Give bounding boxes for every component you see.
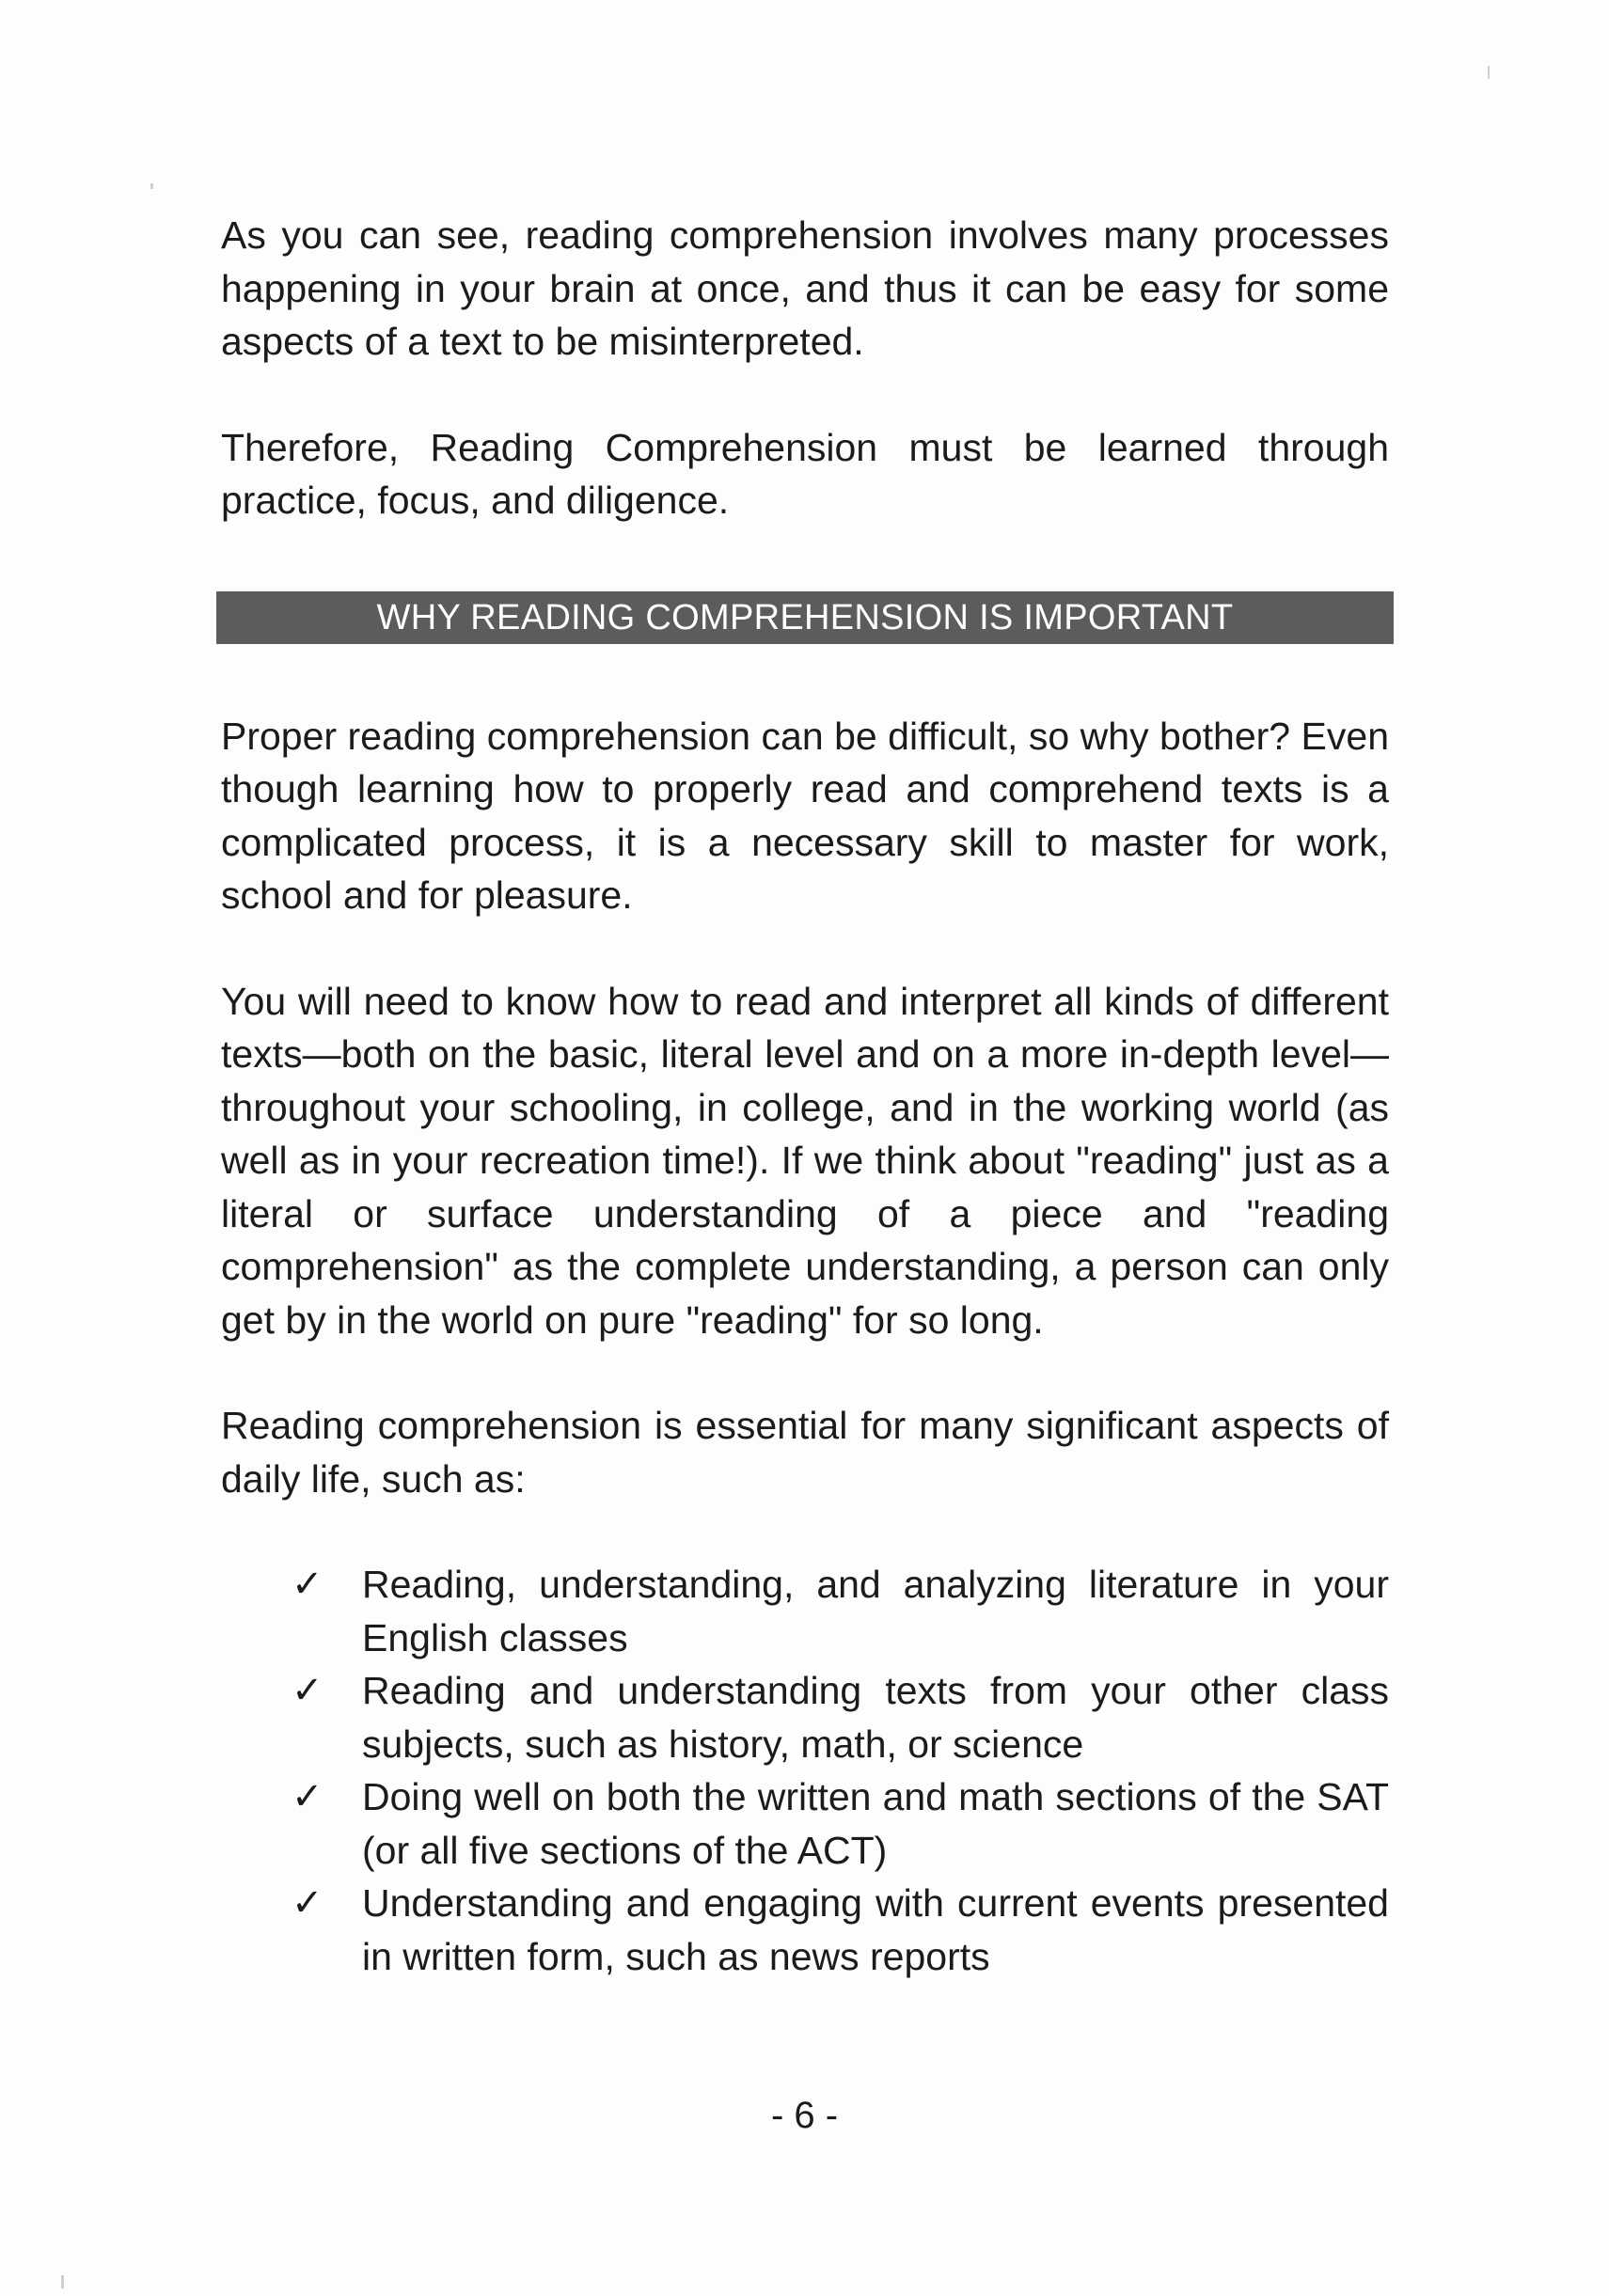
checklist-item-text: Reading, understanding, and analyzing literature in your English classes <box>362 1563 1389 1659</box>
checklist-item-text: Reading and understanding texts from your other class subjects, such as history, math, or science <box>362 1669 1389 1766</box>
paragraph-essential: Reading comprehension is essential for many significant aspects of daily life, such as: <box>221 1404 1389 1501</box>
checklist-item-text: Understanding and engaging with current events presented in written form, such as news reports <box>362 1881 1389 1978</box>
page-content <box>221 209 1389 1983</box>
scan-artifact <box>150 183 153 189</box>
page-number: - 6 - <box>770 2095 839 2136</box>
paragraph-intro: As you can see, reading comprehension involves many processes happening in your brain at once, and thus it can be easy for some aspects of a text to be misinterpreted. <box>221 213 1389 363</box>
section-heading-banner: WHY READING COMPREHENSION IS IMPORTANT <box>216 591 1394 644</box>
checklist <box>221 1558 1389 1983</box>
paragraph-interpret-texts: You will need to know how to read and interpret all kinds of different texts—both on the basic, literal level and on a more in-depth level—throughout your schooling, in college, and in the working world (as well as in your recreation time!). If we think about "reading" just as a literal or surface understanding of a piece and "reading comprehension" as the complete understanding, a person can only get by in the world on pure "reading" for so long. <box>221 979 1389 1342</box>
paragraph-therefore: Therefore, Reading Comprehension must be learned through practice, focus, and diligence. <box>221 425 1389 522</box>
checkmark-icon: ✓ <box>292 1669 323 1712</box>
checklist-item-text: Doing well on both the written and math sections of the SAT (or all five sections of the ACT) <box>362 1775 1389 1872</box>
checkmark-icon: ✓ <box>292 1881 323 1925</box>
checklist-item <box>292 1877 1389 1983</box>
scan-artifact <box>61 2275 64 2288</box>
scan-artifact <box>1488 66 1490 79</box>
checkmark-icon: ✓ <box>292 1775 323 1818</box>
checklist-item <box>292 1664 1389 1770</box>
checklist-item <box>292 1558 1389 1664</box>
checkmark-icon: ✓ <box>292 1563 323 1606</box>
checklist-item <box>292 1770 1389 1877</box>
paragraph-why-bother: Proper reading comprehension can be difficult, so why bother? Even though learning how to properly read and comprehend texts is a complicated process, it is a necessary skill to master for work, school and for pleasure. <box>221 714 1389 917</box>
